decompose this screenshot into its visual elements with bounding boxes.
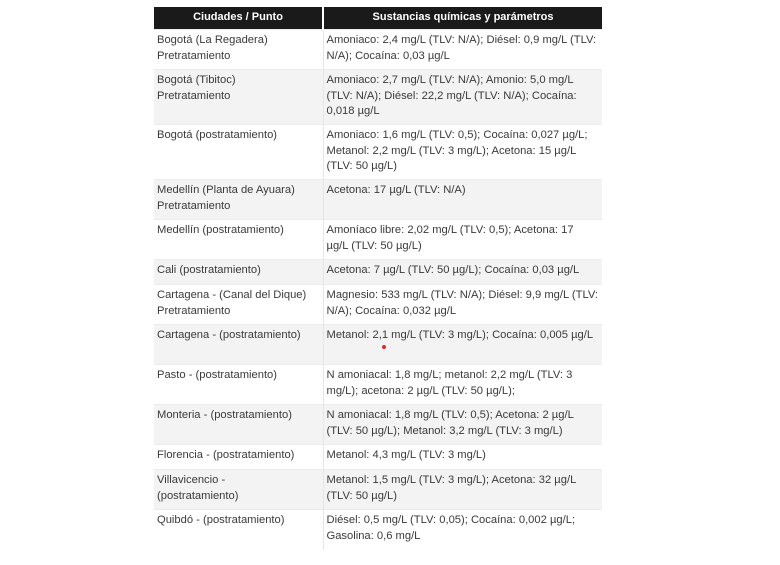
substances-cell: N amoniacal: 1,8 mg/L (TLV: 0,5); Acetona: 2 µg/L (TLV: 50 µg/L); Metanol: 3,2 mg/L (TLV: 3 mg/L): [323, 405, 602, 445]
substances-cell: Amoníaco libre: 2,02 mg/L (TLV: 0,5); Acetona: 17 µg/L (TLV: 50 µg/L): [323, 220, 602, 260]
substances-cell: Acetona: 17 µg/L (TLV: N/A): [323, 180, 602, 220]
table-header: [154, 7, 602, 30]
city-cell: Medellín (postratamiento): [154, 220, 323, 260]
city-cell: Pasto - (postratamiento): [154, 365, 323, 405]
table-row: [154, 470, 602, 510]
header-cities: Ciudades / Punto: [154, 7, 323, 30]
table-row: [154, 285, 602, 325]
table-row: [154, 180, 602, 220]
substances-cell: Amoniaco: 2,7 mg/L (TLV: N/A); Amonio: 5,0 mg/L (TLV: N/A); Diésel: 22,2 mg/L (TLV: N/A); Cocaína: 0,018 µg/L: [323, 70, 602, 125]
substances-cell: Amoniaco: 2,4 mg/L (TLV: N/A); Diésel: 0,9 mg/L (TLV: N/A); Cocaína: 0,03 µg/L: [323, 30, 602, 70]
substances-cell: Metanol: 4,3 mg/L (TLV: 3 mg/L): [323, 445, 602, 470]
city-cell: Monteria - (postratamiento): [154, 405, 323, 445]
city-cell: Bogotá (La Regadera) Pretratamiento: [154, 30, 323, 70]
city-cell: Cartagena - (postratamiento): [154, 325, 323, 365]
substances-cell: Metanol: 1,5 mg/L (TLV: 3 mg/L); Acetona: 32 µg/L (TLV: 50 µg/L): [323, 470, 602, 510]
substances-cell: Diésel: 0,5 mg/L (TLV: 0,05); Cocaína: 0,002 µg/L; Gasolina: 0,6 mg/L: [323, 510, 602, 550]
pointer-dot: [382, 345, 386, 349]
city-cell: Florencia - (postratamiento): [154, 445, 323, 470]
table-row: [154, 445, 602, 470]
city-cell: Medellín (Planta de Ayuara) Pretratamiento: [154, 180, 323, 220]
substances-table: [154, 7, 602, 550]
table-row: [154, 260, 602, 285]
city-cell: Cali (postratamiento): [154, 260, 323, 285]
table-row: [154, 325, 602, 365]
city-cell: Bogotá (Tibitoc) Pretratamiento: [154, 70, 323, 125]
table-row: [154, 125, 602, 180]
city-cell: Cartagena - (Canal del Dique) Pretratamiento: [154, 285, 323, 325]
substances-cell: N amoniacal: 1,8 mg/L; metanol: 2,2 mg/L (TLV: 3 mg/L); acetona: 2 µg/L (TLV: 50 µg/L);: [323, 365, 602, 405]
substances-cell: Metanol: 2,1 mg/L (TLV: 3 mg/L); Cocaína: 0,005 µg/L: [323, 325, 602, 365]
substances-cell: Magnesio: 533 mg/L (TLV: N/A); Diésel: 9,9 mg/L (TLV: N/A); Cocaína: 0,032 µg/L: [323, 285, 602, 325]
table-row: [154, 405, 602, 445]
substances-cell: Acetona: 7 µg/L (TLV: 50 µg/L); Cocaína: 0,03 µg/L: [323, 260, 602, 285]
header-substances: Sustancias químicas y parámetros: [323, 7, 602, 30]
table-row: [154, 30, 602, 70]
substances-cell: Amoniaco: 1,6 mg/L (TLV: 0,5); Cocaína: 0,027 µg/L; Metanol: 2,2 mg/L (TLV: 3 mg/L); Acetona: 15 µg/L (TLV: 50 µg/L): [323, 125, 602, 180]
table-row: [154, 220, 602, 260]
city-cell: Bogotá (postratamiento): [154, 125, 323, 180]
table-row: [154, 365, 602, 405]
city-cell: Villavicencio - (postratamiento): [154, 470, 323, 510]
city-cell: Quibdó - (postratamiento): [154, 510, 323, 550]
table-row: [154, 510, 602, 550]
table-row: [154, 70, 602, 125]
table-body: [154, 30, 602, 550]
